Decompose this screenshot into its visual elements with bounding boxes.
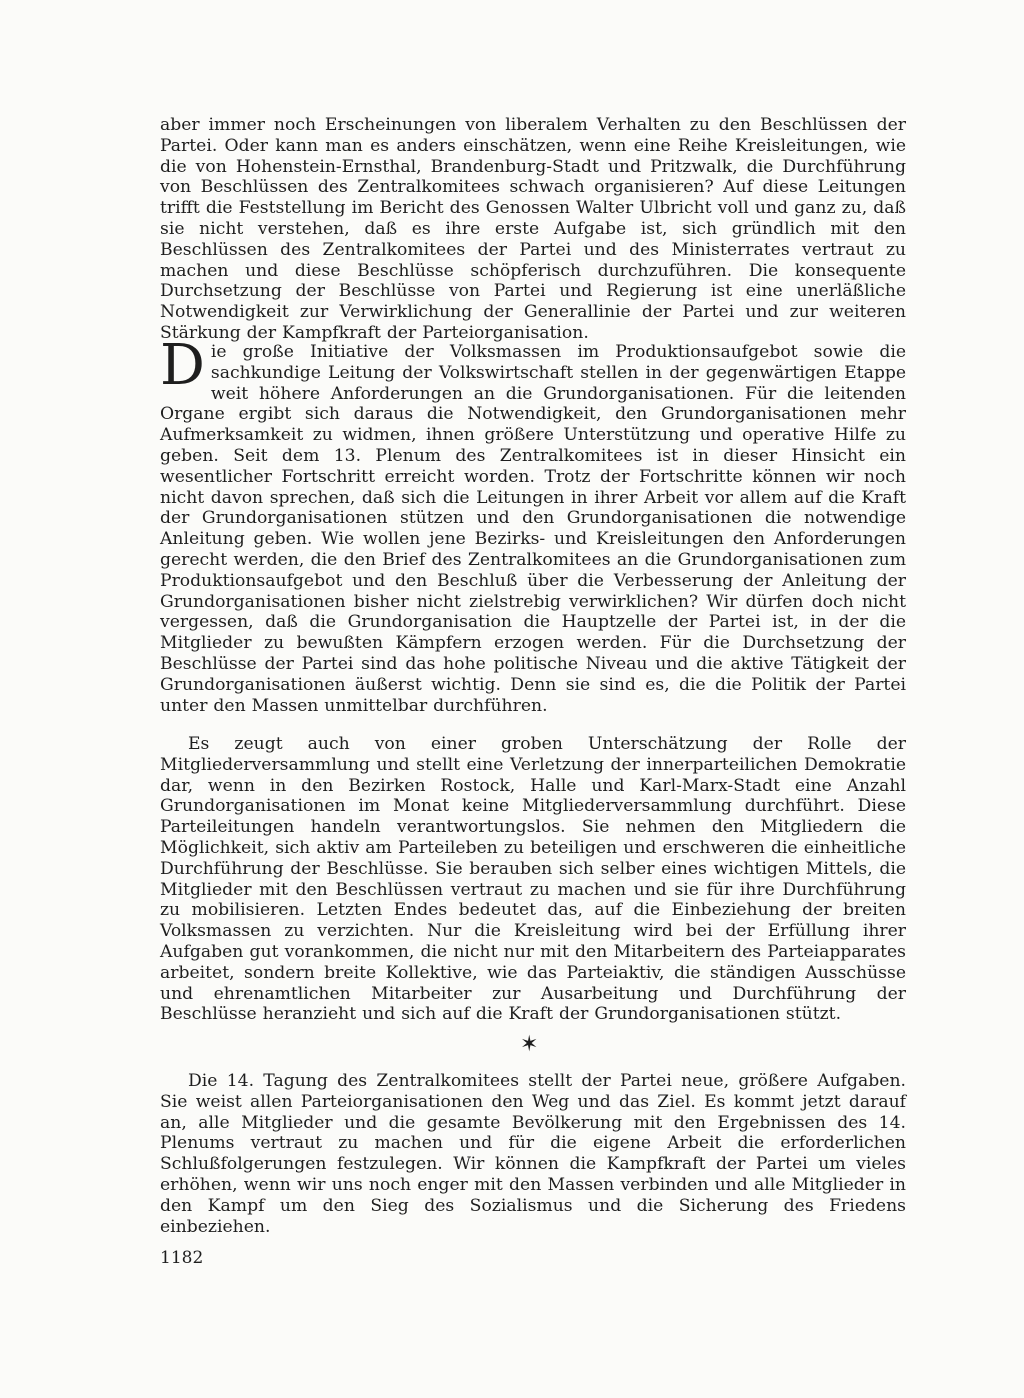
paragraph-3: Es zeugt auch von einer groben Unterschätzung der Rolle der Mitgliederversammlung und stellt eine Verletzung der innerparteilichen Demokratie dar, wenn in den Bezirken Rostock, Halle und Karl-Marx-Stadt eine Anzahl Grundorganisationen im Monat keine Mitgliederversammlung durchführt. Diese Parteileitungen handeln verantwortungslos. Sie nehmen den Mitgliedern die Möglichkeit, sich aktiv am Parteileben zu beteiligen und erschweren die einheitliche Durchführung der Beschlüsse. Sie berauben sich selber eines wichtigen Mittels, die Mitglieder mit den Beschlüssen vertraut zu machen und sie für ihre Durchführung zu mobilisieren. Letzten Endes bedeutet das, auf die Einbeziehung der breiten Volksmassen zu verzichten. Nur die Kreisleitung wird bei der Erfüllung ihrer Aufgaben gut vorankommen, die nicht nur mit den Mitarbeitern des Parteiapparates arbeitet, sondern breite Kollektive, wie das Parteiaktiv, die ständigen Ausschüsse und ehrenamtlichen Mitarbeiter zur Ausarbeitung und Durchführung der Beschlüsse heranzieht und sich auf die Kraft der Grundorganisationen stützt. <box>160 734 906 1025</box>
drop-cap: D <box>160 333 205 398</box>
page-number: 1182 <box>160 1248 204 1268</box>
paragraph-4: Die 14. Tagung des Zentralkomitees stellt der Partei neue, größere Aufgaben. Sie weist allen Parteiorganisationen den Weg und das Ziel. Es kommt jetzt darauf an, alle Mitglieder und die gesamte Bevölkerung mit den Ergebnissen des 14. Plenums vertraut zu machen und für die eigene Arbeit die erforderlichen Schlußfolgerungen festzulegen. Wir können die Kampfkraft der Partei um vieles erhöhen, wenn wir uns noch enger mit den Massen verbinden und alle Mitglieder in den Kampf um den Sieg des Sozialismus und die Sicherung des Friedens einbeziehen. <box>160 1071 906 1237</box>
text-column-middle <box>160 734 906 1025</box>
paragraph-2-text: ie große Initiative der Volksmassen im Produktionsaufgebot sowie die sachkundige Leitung der Volkswirtschaft stellen in der gegenwärtigen Etappe weit höhere Anforderungen an die Grundorganisationen. Für die leitenden Organe ergibt sich daraus die Notwendigkeit, den Grundorganisationen mehr Aufmerksamkeit zu widmen, ihnen größere Unterstützung und operative Hilfe zu geben. Seit dem 13. Plenum des Zentralkomitees ist in dieser Hinsicht ein wesentlicher Fortschritt erreicht worden. Trotz der Fortschritte können wir noch nicht davon sprechen, daß sich die Leitungen in ihrer Arbeit vor allem auf die Kraft der Grundorganisationen stützen und den Grundorganisationen die notwendige Anleitung geben. Wie wollen jene Bezirks- und Kreisleitungen den Anforderungen gerecht werden, die den Brief des Zentralkomitees an die Grundorganisationen zum Produktionsaufgebot und den Beschluß über die Verbesserung der Anleitung der Grundorganisationen bisher nicht zielstrebig verwirklichen? Wir dürfen doch nicht vergessen, daß die Grundorganisation die Hauptzelle der Partei ist, in der die Mitglieder zu bewußten Kämpfern erzogen werden. Für die Durchsetzung der Beschlüsse der Partei sind das hohe politische Niveau und die aktive Tätigkeit der Grundorganisationen äußerst wichtig. Denn sie sind es, die die Politik der Partei unter den Massen unmittelbar durchführen. <box>160 342 906 716</box>
paragraph-2 <box>160 333 906 716</box>
text-column-top <box>160 115 906 344</box>
text-column-bottom <box>160 1071 906 1237</box>
section-separator-icon: ✶ <box>520 1032 539 1057</box>
paragraph-1: aber immer noch Erscheinungen von liberalem Verhalten zu den Beschlüssen der Partei. Oder kann man es anders einschätzen, wenn eine Reihe Kreisleitungen, wie die von Hohenstein-Ernsthal, Brandenburg-Stadt und Pritzwalk, die Durchführung von Beschlüssen des Zentralkomitees schwach organisieren? Auf diese Leitungen trifft die Feststellung im Bericht des Genossen Walter Ulbricht voll und ganz zu, daß sie nicht verstehen, daß es ihre erste Aufgabe ist, sich gründlich mit den Beschlüssen des Zentralkomitees der Partei und des Ministerrates vertraut zu machen und diese Beschlüsse schöpferisch durchzuführen. Die konsequente Durchsetzung der Beschlüsse von Partei und Regierung ist eine unerläßliche Notwendigkeit zur Verwirklichung der Generallinie der Partei und zur weiteren Stärkung der Kampfkraft der Parteiorganisation. <box>160 115 906 343</box>
text-column-section <box>160 333 906 716</box>
